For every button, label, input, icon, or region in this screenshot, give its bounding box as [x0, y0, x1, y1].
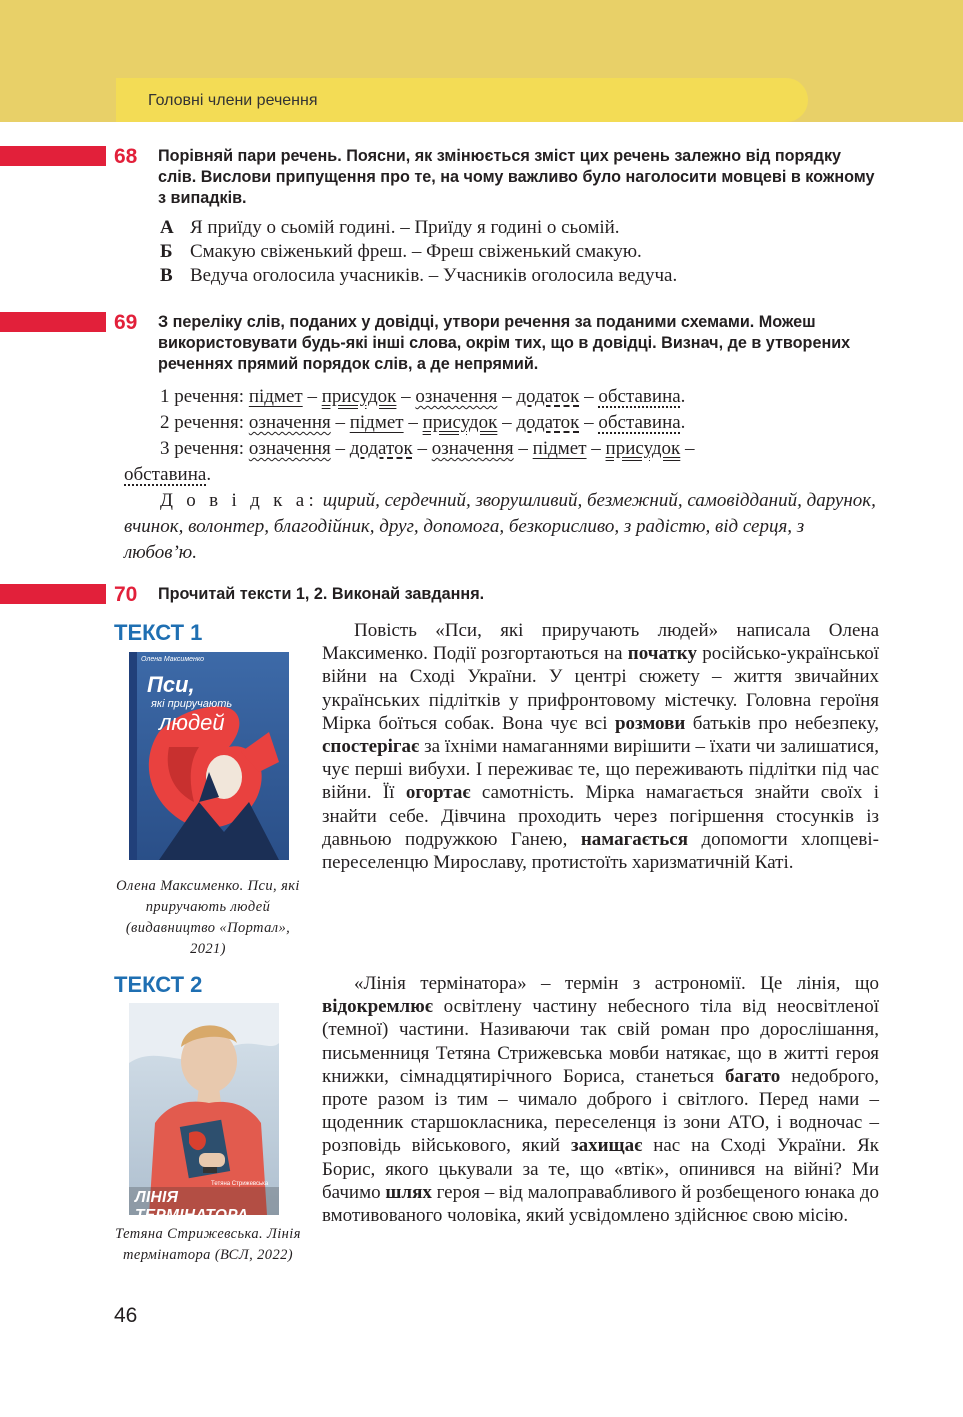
text-2-heading: ТЕКСТ 2: [114, 972, 203, 997]
reference-label: Д о в і д к а:: [160, 490, 319, 511]
term-attribute: означення: [248, 438, 331, 459]
dash: –: [307, 386, 317, 407]
dash: –: [685, 438, 695, 459]
scheme-label: 3 речення:: [160, 438, 245, 459]
term-adverbial: обставина: [124, 464, 207, 485]
scheme-2: 2 речення: означення – підмет – присудок – додаток – обставина.: [160, 412, 686, 433]
exercise-69-number: 69: [114, 311, 138, 334]
dash: –: [584, 412, 594, 433]
pair-letter: А: [160, 217, 174, 238]
term-object: додаток: [516, 412, 580, 433]
text-2-paragraph: «Лінія термінатора» – термін з астрономії. Це лінія, що відокремлює освітлену частину небесного тіла від неосвітленої (темної) частини. Називаючи так свій роман про дорослішання, письменниця Тетяна Стрижевська мовби натякає, що в житті героя книжки, сімнадцятирічного Бориса, станеться багато недоброго, проте разом із тим – чимало доброго і світлого. Перед нами – щоденник старшокласника, переселенця із зони АТО, і водночас – розповідь військового, який захищає нас на Сході України. Як Борис, якого цькували за те, що «втік», опинився на війні? Ми бачимо шлях героя – від малоправабливого й розбещеного юнака до вмотивованого чоловіка, який усвідомлено здійснює свою місію.: [322, 973, 879, 1227]
dash: –: [584, 386, 594, 407]
pair-a: [160, 216, 677, 240]
cover-2-title: ЛІНІЯ ТЕРМІНАТОРА: [135, 1189, 249, 1224]
page-number: 46: [114, 1304, 138, 1327]
dash: –: [335, 438, 345, 459]
exercise-70-task: Прочитай тексти 1, 2. Виконай завдання.: [158, 585, 485, 603]
scheme-label: 2 речення:: [160, 412, 245, 433]
exercise-70-number: 70: [114, 583, 138, 606]
text-1-body: [322, 619, 879, 874]
exercise-69-task: З переліку слів, поданих у довідці, утвори речення за поданими схемами. Можеш використовувати будь-які інші слова, окрім тих, що в довідці. Визнач, де в утворених реченнях прямий порядок слів, а де непрямий.: [158, 313, 851, 373]
pair-text: Ведуча оголосила учасників. – Учасників оголосила ведуча.: [190, 265, 678, 286]
exercise-68-pairs: [160, 216, 677, 288]
scheme-3-continued: обставина.: [124, 464, 212, 485]
pair-c: [160, 264, 677, 288]
exercise-68-number: 68: [114, 145, 138, 168]
reference-words: щирий, сердечний, зворушливий, безмежний, самовідданий, дарунок, вчинок, волонтер, благодійник, друг, допомога, безкорисливо, з радістю, від серця, з любов’ю.: [124, 490, 876, 563]
cover-2-author: Тетяна Стрижевська: [211, 1181, 269, 1187]
term-adverbial: обставина: [598, 386, 681, 407]
dash: –: [417, 438, 427, 459]
pair-b: [160, 240, 677, 264]
scheme-3: [124, 436, 880, 462]
dash: –: [335, 412, 345, 433]
text-1-paragraph: Повість «Пси, які приручають людей» написала Олена Максименко. Події розгортаються на початку російсько-української війни на Сході України. У центрі сюжету – життя звичайних українських підлітків у прифронтовому містечку. Головна героїня Мірка боїться собак. Вона чує всі розмови батьків про небезпеку, спостерігає за їхніми намаганнями вирішити – їхати чи залишатися, чує перші вибухи. І переживає те, що переживають підлітки під час війни. Її огортає самотність. Мірка намагається знайти своїх і знайти себе. Дівчина проходить через погіршення стосунків із давньою подружкою Ганею, намагається допомогти хлопцеві-переселенцю Мирославу, протистоїть харизматичній Каті.: [322, 620, 879, 874]
dash: –: [502, 386, 512, 407]
exercise-70-marker: [0, 584, 106, 604]
exercise-69-marker: [0, 312, 106, 332]
pair-letter: Б: [160, 241, 173, 262]
sentence-schemes: [124, 384, 880, 488]
term-subject: підмет: [248, 386, 303, 407]
scheme-label: 1 речення:: [160, 386, 245, 407]
term-object: додаток: [516, 386, 580, 407]
dash: –: [502, 412, 512, 433]
term-attribute: означення: [248, 412, 331, 433]
dash: –: [401, 386, 411, 407]
term-predicate: присудок: [422, 412, 498, 433]
dash: –: [591, 438, 601, 459]
cover-1-title-line-2: які приручають: [151, 698, 233, 710]
section-title: Головні члени речення: [148, 92, 318, 109]
cover-1-author: Олена Максименко: [141, 656, 205, 663]
scheme-1: 1 речення: підмет – присудок – означення – додаток – обставина.: [160, 386, 686, 407]
pair-text: Смакую свіженький фреш. – Фреш свіженький смакую.: [190, 241, 642, 262]
pair-letter: В: [160, 265, 173, 286]
reference-block: [124, 488, 880, 566]
book-2-caption: Тетяна Стрижевська. Лінія термінатора (ВСЛ, 2022): [115, 1226, 301, 1263]
term-attribute: означення: [415, 386, 498, 407]
cover-1-title-line-3: людей: [159, 710, 225, 735]
term-subject: підмет: [349, 412, 404, 433]
term-attribute: означення: [431, 438, 514, 459]
dash: –: [518, 438, 528, 459]
term-adverbial: обставина: [598, 412, 681, 433]
dash: –: [408, 412, 418, 433]
cover-1-title-line-1: Пси,: [147, 672, 195, 697]
book-cover-2: [129, 1003, 279, 1224]
text-1-heading: ТЕКСТ 1: [114, 620, 203, 645]
exercise-68-task: Порівняй пари речень. Поясни, як змінюється зміст цих речень залежно від порядку слів. Вислови припущення про те, на чому важливо було наголосити мовцеві в кожному з випадків.: [158, 147, 875, 207]
text-2-body: [322, 972, 879, 1227]
exercise-68-marker: [0, 146, 106, 166]
term-object: додаток: [349, 438, 413, 459]
pair-text: Я приїду о сьомій годині. – Приїду я годині о сьомій.: [190, 217, 620, 238]
term-subject: підмет: [532, 438, 587, 459]
book-1-caption: Олена Максименко. Пси, які приручають людей (видавництво «Портал», 2021): [116, 878, 300, 957]
book-cover-1: [129, 652, 289, 860]
term-predicate: присудок: [605, 438, 681, 459]
term-predicate: присудок: [321, 386, 397, 407]
